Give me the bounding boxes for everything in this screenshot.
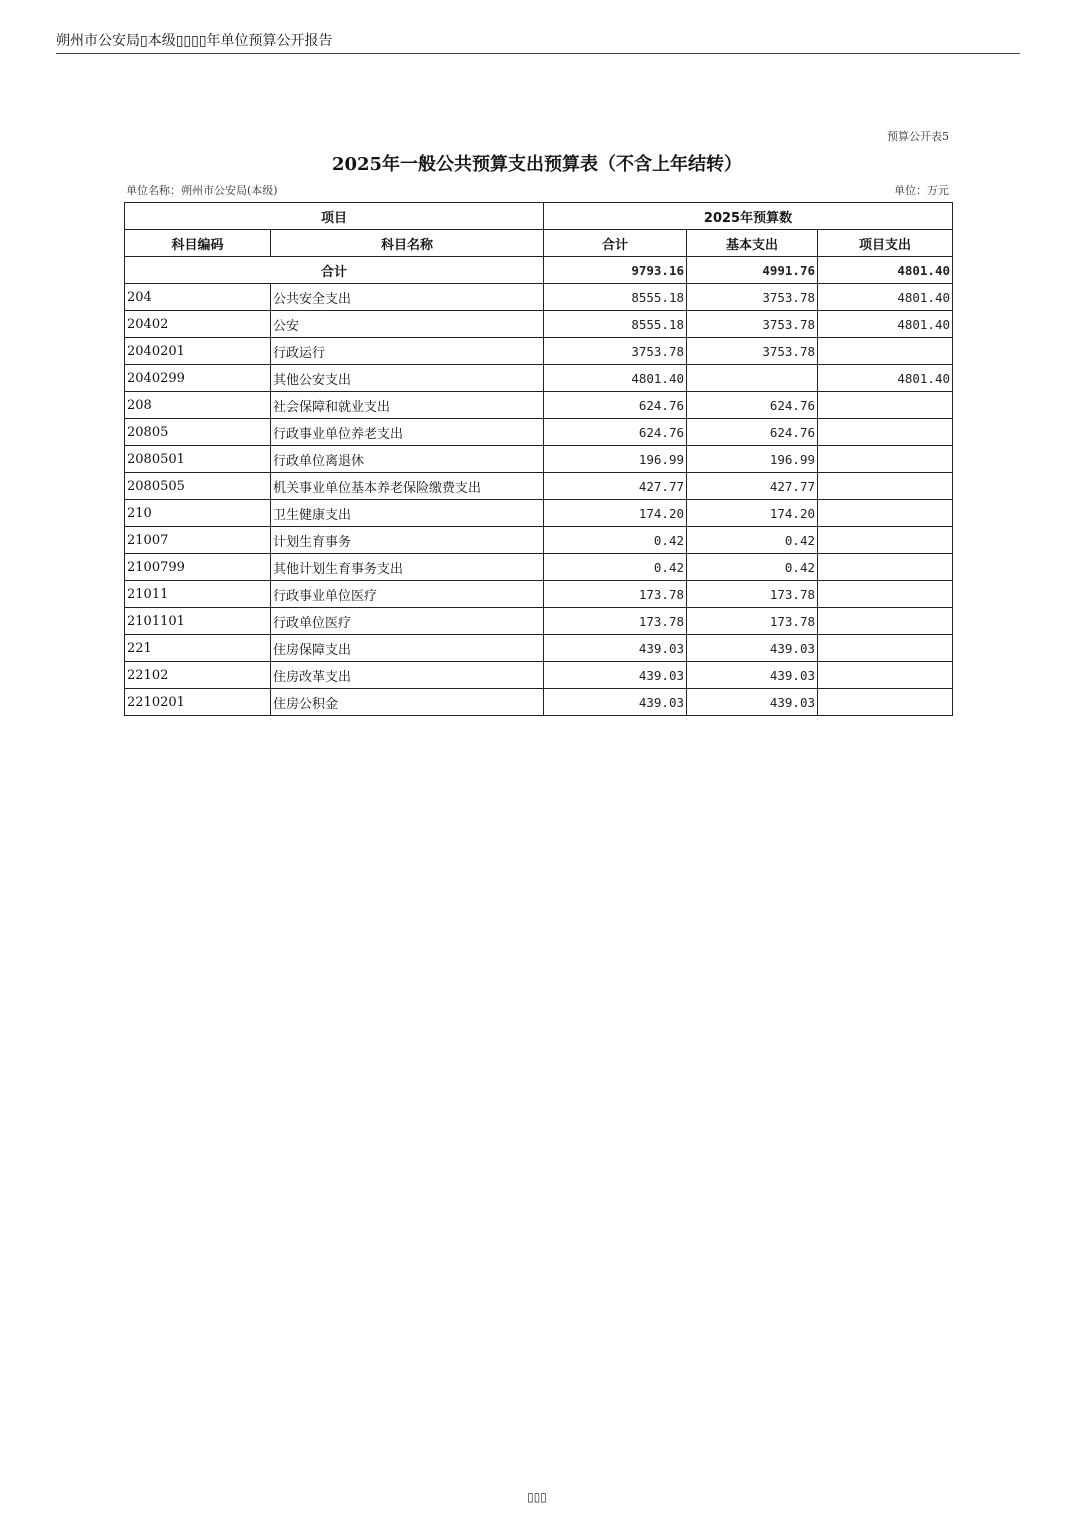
header-project-expense: 项目支出 [818,230,953,257]
row-project [818,662,953,689]
row-total: 3753.78 [544,338,687,365]
row-code: 2040201 [125,338,271,365]
table-row [125,473,953,500]
row-code: 204 [125,284,271,311]
row-project [818,689,953,716]
row-basic: 173.78 [687,608,818,635]
table-row [125,500,953,527]
row-project [818,392,953,419]
row-code: 21011 [125,581,271,608]
row-name: 卫生健康支出 [271,500,544,527]
table-row [125,689,953,716]
table-row [125,338,953,365]
row-name: 行政运行 [271,338,544,365]
row-basic: 3753.78 [687,311,818,338]
row-total: 439.03 [544,662,687,689]
header-basic: 基本支出 [687,230,818,257]
row-name: 公安 [271,311,544,338]
table-row [125,419,953,446]
table-row [125,608,953,635]
row-name: 行政事业单位养老支出 [271,419,544,446]
row-basic: 439.03 [687,689,818,716]
row-project [818,581,953,608]
row-total: 624.76 [544,419,687,446]
table-row [125,311,953,338]
row-code: 208 [125,392,271,419]
row-name: 住房改革支出 [271,662,544,689]
row-project [818,419,953,446]
table-header-row-1 [125,203,953,230]
table-row [125,284,953,311]
row-basic: 439.03 [687,662,818,689]
row-project [818,446,953,473]
row-total: 173.78 [544,581,687,608]
row-basic: 624.76 [687,392,818,419]
page-number: ▯▯▯ [527,1490,547,1504]
row-total: 196.99 [544,446,687,473]
table-row [125,392,953,419]
row-basic: 3753.78 [687,284,818,311]
table-row [125,554,953,581]
row-total: 173.78 [544,608,687,635]
row-total: 0.42 [544,554,687,581]
table-row [125,581,953,608]
currency-unit-label: 单位：万元 [894,184,949,197]
row-name: 住房公积金 [271,689,544,716]
row-code: 221 [125,635,271,662]
row-project [818,635,953,662]
row-name: 机关事业单位基本养老保险缴费支出 [271,473,544,500]
row-code: 2100799 [125,554,271,581]
form-number: 预算公开表5 [887,130,949,143]
row-total: 8555.18 [544,284,687,311]
row-code: 2040299 [125,365,271,392]
row-project [818,608,953,635]
row-project [818,500,953,527]
row-project: 4801.40 [818,365,953,392]
row-name: 其他计划生育事务支出 [271,554,544,581]
header-budget: 2025年预算数 [544,203,953,230]
row-project [818,527,953,554]
row-total: 4801.40 [544,365,687,392]
row-basic: 173.78 [687,581,818,608]
row-basic: 174.20 [687,500,818,527]
row-basic: 0.42 [687,554,818,581]
row-name: 社会保障和就业支出 [271,392,544,419]
table-row [125,662,953,689]
total-project: 4801.40 [818,257,953,284]
row-code: 21007 [125,527,271,554]
row-total: 439.03 [544,689,687,716]
row-total: 624.76 [544,392,687,419]
row-code: 20805 [125,419,271,446]
row-total: 8555.18 [544,311,687,338]
table-header-row-2 [125,230,953,257]
row-project [818,554,953,581]
total-label: 合计 [125,257,544,284]
row-basic: 3753.78 [687,338,818,365]
row-total: 174.20 [544,500,687,527]
row-project [818,338,953,365]
header-code: 科目编码 [125,230,271,257]
row-basic: 196.99 [687,446,818,473]
row-code: 2080505 [125,473,271,500]
running-header: 朔州市公安局▯本级▯▯▯▯年单位预算公开报告 [56,33,333,49]
budget-table [124,202,953,716]
row-basic: 427.77 [687,473,818,500]
header-divider [56,53,1020,54]
row-project: 4801.40 [818,311,953,338]
table-row [125,635,953,662]
header-name: 科目名称 [271,230,544,257]
row-total: 439.03 [544,635,687,662]
row-basic: 0.42 [687,527,818,554]
row-name: 住房保障支出 [271,635,544,662]
row-project: 4801.40 [818,284,953,311]
row-name: 行政事业单位医疗 [271,581,544,608]
row-code: 20402 [125,311,271,338]
total-basic: 4991.76 [687,257,818,284]
header-total: 合计 [544,230,687,257]
unit-name-label: 单位名称：朔州市公安局(本级) [126,184,278,197]
row-name: 公共安全支出 [271,284,544,311]
row-code: 22102 [125,662,271,689]
page-title: 2025年一般公共预算支出预算表（不含上年结转） [331,154,743,175]
row-name: 其他公安支出 [271,365,544,392]
row-project [818,473,953,500]
table-row [125,527,953,554]
total-sum: 9793.16 [544,257,687,284]
row-name: 计划生育事务 [271,527,544,554]
row-total: 427.77 [544,473,687,500]
row-code: 2080501 [125,446,271,473]
row-total: 0.42 [544,527,687,554]
row-code: 2210201 [125,689,271,716]
table-row [125,365,953,392]
row-basic: 624.76 [687,419,818,446]
total-row [125,257,953,284]
row-name: 行政单位医疗 [271,608,544,635]
header-project: 项目 [125,203,544,230]
row-code: 2101101 [125,608,271,635]
row-basic: 439.03 [687,635,818,662]
table-row [125,446,953,473]
row-name: 行政单位离退休 [271,446,544,473]
row-basic [687,365,818,392]
row-code: 210 [125,500,271,527]
